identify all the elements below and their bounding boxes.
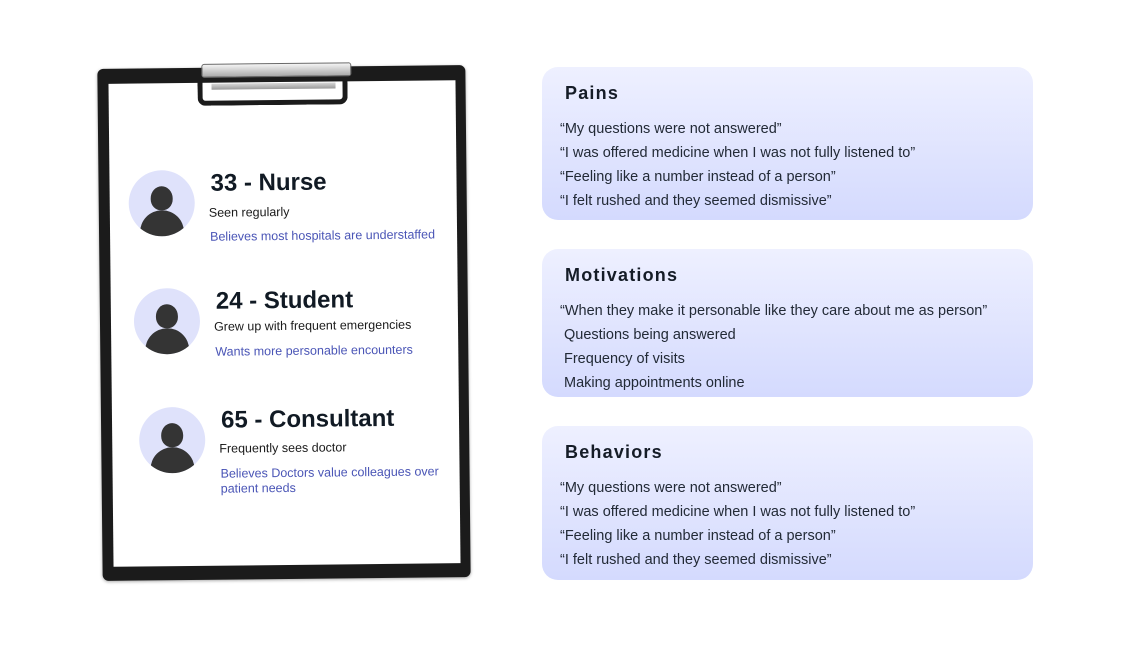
list-item: “Feeling like a number instead of a person” xyxy=(560,528,836,544)
persona-nurse xyxy=(128,167,448,244)
persona-title: 24 - Student xyxy=(215,286,354,315)
pains-card xyxy=(542,67,1033,220)
list-item: “I was offered medicine when I was not fully listened to” xyxy=(560,145,916,161)
persona-note: Wants more personable encounters xyxy=(215,342,413,359)
avatar-head-icon xyxy=(156,304,178,328)
persona-note: Believes Doctors value colleagues over patient needs xyxy=(220,464,439,496)
clipboard-clip-icon xyxy=(197,62,355,108)
avatar-head-icon xyxy=(151,186,173,210)
avatar xyxy=(134,288,201,355)
motivations-list xyxy=(560,299,987,395)
card-title: Pains xyxy=(565,83,620,103)
list-item: “When they make it personable like they care about me as person” xyxy=(560,303,988,319)
list-item: “I felt rushed and they seemed dismissive” xyxy=(560,193,832,209)
avatar-head-icon xyxy=(161,423,183,447)
clipboard xyxy=(97,65,470,581)
list-item: Frequency of visits xyxy=(564,351,685,367)
avatar xyxy=(128,170,195,237)
avatar-body-icon xyxy=(140,210,184,237)
behaviors-card xyxy=(542,426,1033,580)
avatar xyxy=(139,407,206,474)
persona-subtitle: Frequently sees doctor xyxy=(219,440,347,456)
clipboard-paper xyxy=(108,80,460,567)
list-item: “I felt rushed and they seemed dismissive” xyxy=(560,552,832,568)
persona-title: 65 - Consultant xyxy=(220,404,395,434)
list-item: “I was offered medicine when I was not fully listened to” xyxy=(560,504,916,520)
list-item: “Feeling like a number instead of a person” xyxy=(560,169,836,185)
list-item: Questions being answered xyxy=(564,327,736,343)
motivations-card xyxy=(542,249,1033,397)
behaviors-list xyxy=(560,476,915,572)
list-item: “My questions were not answered” xyxy=(560,480,782,496)
persona-title: 33 - Nurse xyxy=(210,168,327,197)
persona-note: Believes most hospitals are understaffed xyxy=(210,227,436,244)
persona-subtitle: Grew up with frequent emergencies xyxy=(213,317,412,334)
list-item: Making appointments online xyxy=(564,375,745,391)
persona-student xyxy=(134,285,454,359)
persona-subtitle: Seen regularly xyxy=(208,204,290,220)
list-item: “My questions were not answered” xyxy=(560,121,782,137)
avatar-body-icon xyxy=(150,447,194,474)
persona-consultant xyxy=(139,404,459,496)
avatar-body-icon xyxy=(145,328,189,355)
card-title: Motivations xyxy=(565,265,679,285)
card-title: Behaviors xyxy=(565,442,663,462)
pains-list xyxy=(560,117,915,213)
